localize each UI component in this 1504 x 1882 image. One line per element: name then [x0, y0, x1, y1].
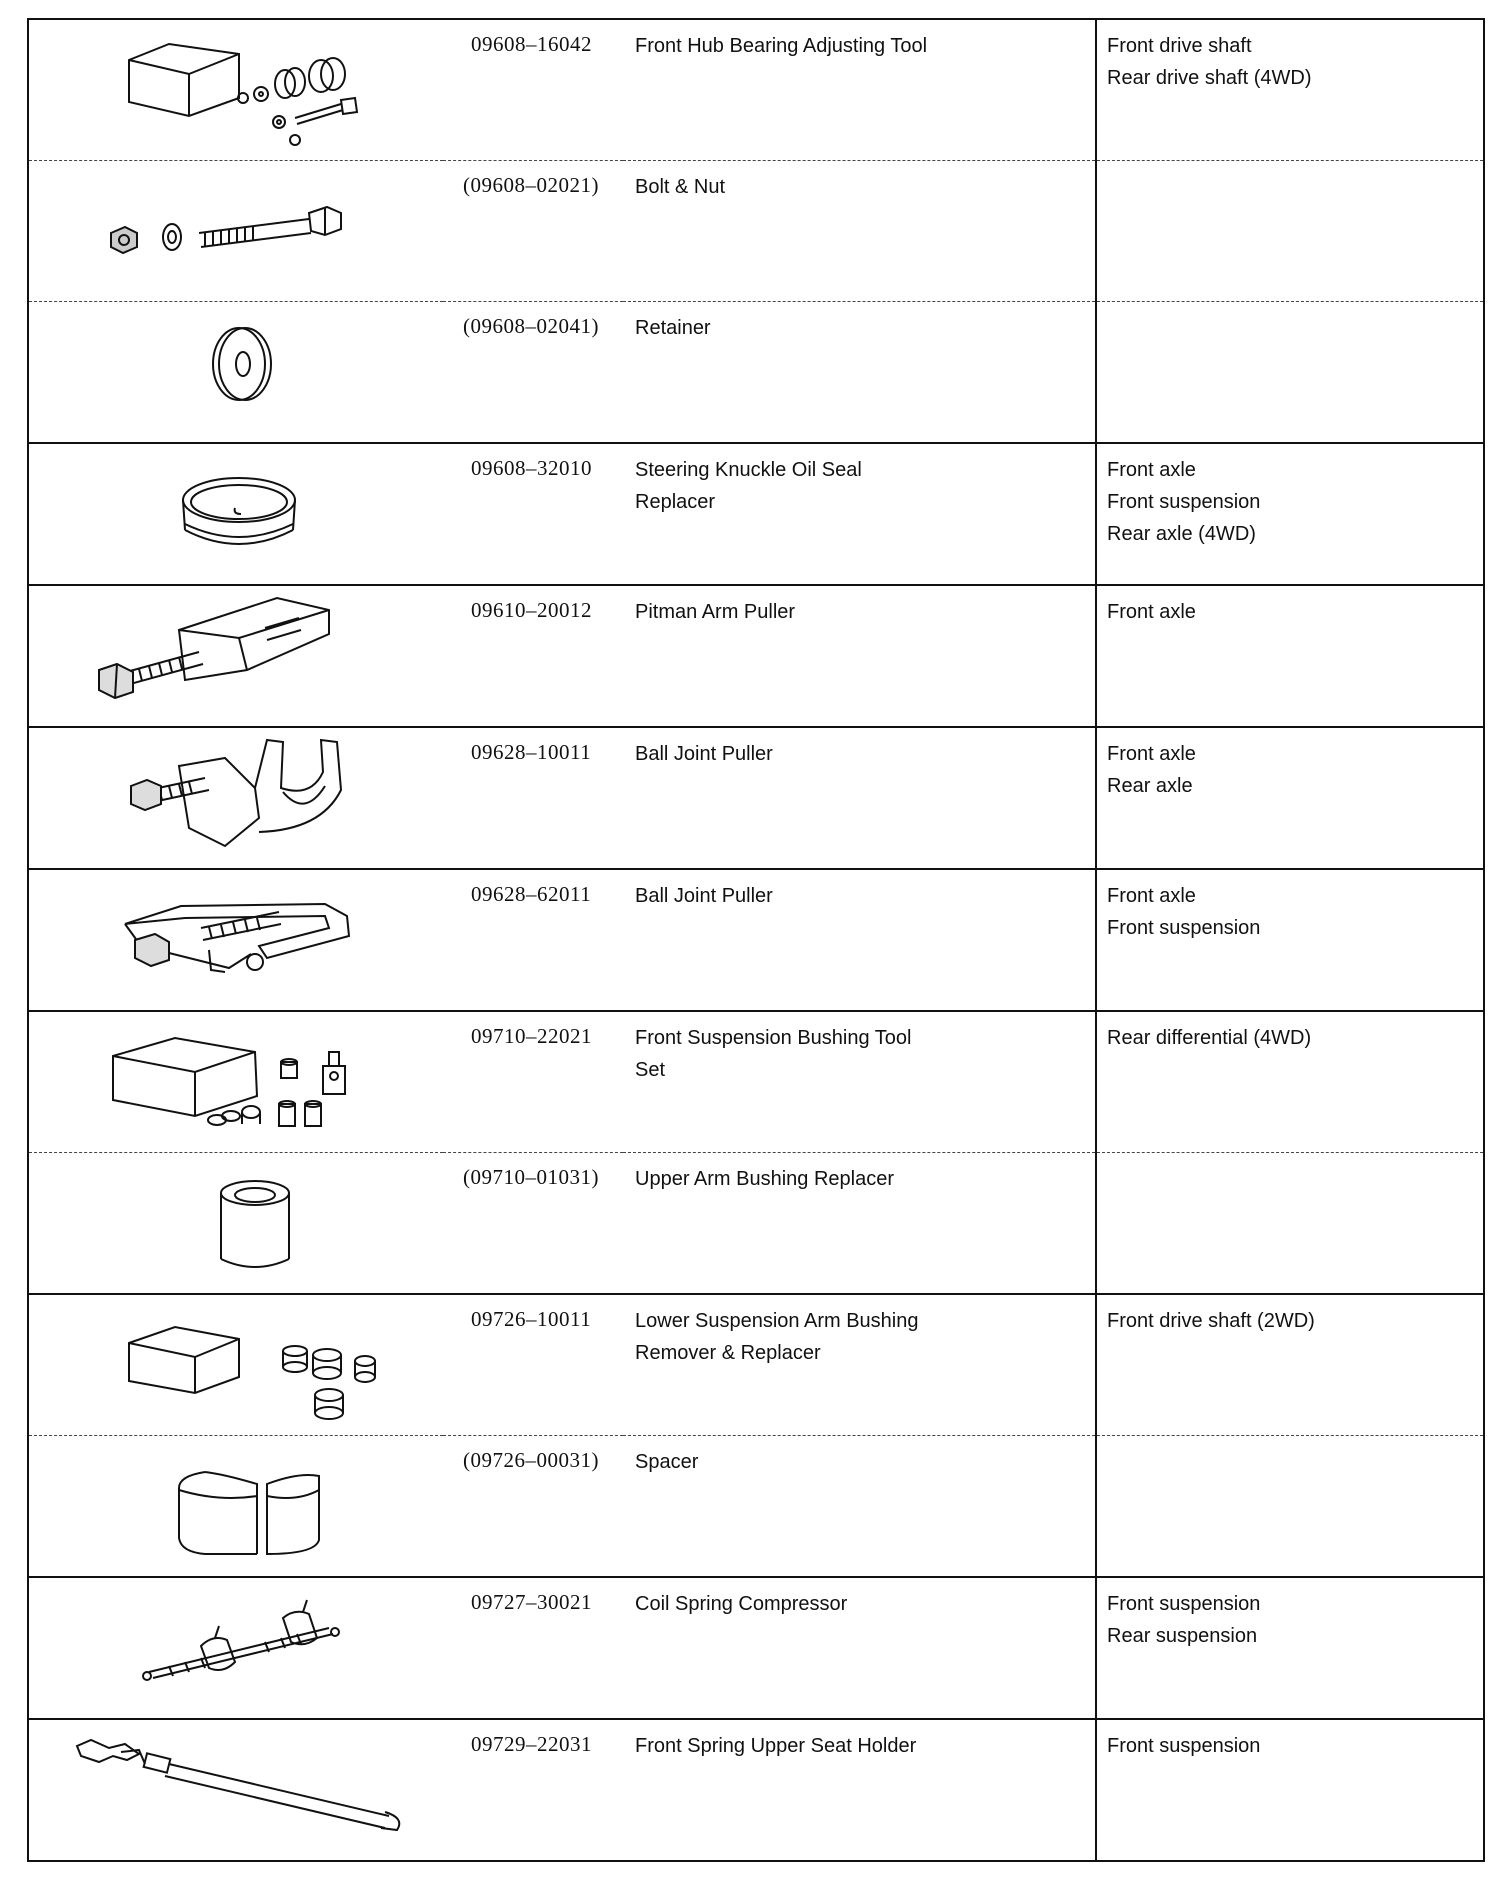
tool-name: Ball Joint Puller [635, 885, 773, 907]
usage-cell [1096, 1294, 1484, 1436]
tool-name: Upper Arm Bushing Replacer [635, 1168, 895, 1190]
table-row [28, 443, 1484, 585]
usage-list: Front drive shaft Rear drive shaft (4WD) [1107, 35, 1312, 89]
ball-joint-puller-icon [29, 728, 443, 868]
part-number: 09608–32010 [471, 456, 592, 480]
usage-cell [1096, 1436, 1484, 1578]
retainer-washer-icon [29, 302, 443, 442]
pitman-arm-puller-icon [29, 586, 443, 726]
tool-name-cell [623, 1436, 1096, 1578]
usage-cell [1096, 869, 1484, 1011]
table-row [28, 302, 1484, 444]
part-number: (09710–01031) [463, 1165, 599, 1189]
part-number: 09628–10011 [471, 740, 592, 764]
usage-cell [1096, 1719, 1484, 1861]
ball-joint-puller-2-icon [29, 870, 443, 1010]
table-row [28, 727, 1484, 869]
table-row [28, 161, 1484, 302]
tool-name: Pitman Arm Puller [635, 601, 796, 623]
part-number-cell [443, 19, 623, 161]
usage-cell [1096, 443, 1484, 585]
tool-name: Coil Spring Compressor [635, 1593, 848, 1615]
tool-illustration-cell [28, 1719, 443, 1861]
table-row [28, 1153, 1484, 1295]
tool-illustration-cell [28, 161, 443, 302]
tool-name: Steering Knuckle Oil Seal Replacer [635, 459, 862, 513]
tool-illustration-cell [28, 1294, 443, 1436]
tool-name-cell [623, 1294, 1096, 1436]
usage-cell [1096, 1011, 1484, 1153]
tool-name: Lower Suspension Arm Bushing Remover & Replacer [635, 1310, 919, 1364]
tool-illustration-cell [28, 1577, 443, 1719]
tool-name-cell [623, 1011, 1096, 1153]
part-number: 09608–16042 [471, 32, 592, 56]
usage-list: Front axle [1107, 601, 1196, 623]
part-number-cell [443, 585, 623, 727]
tool-name: Front Suspension Bushing Tool Set [635, 1027, 912, 1081]
tool-name: Bolt & Nut [635, 176, 726, 198]
table-row [28, 1436, 1484, 1578]
tool-illustration-cell [28, 1153, 443, 1295]
tool-name: Spacer [635, 1451, 699, 1473]
tool-name-cell [623, 443, 1096, 585]
tool-name: Front Spring Upper Seat Holder [635, 1735, 917, 1757]
table-row [28, 19, 1484, 161]
tool-illustration-cell [28, 585, 443, 727]
usage-list: Front suspension [1107, 1735, 1261, 1757]
usage-list [1097, 1153, 1483, 1163]
table-row [28, 1294, 1484, 1436]
part-number: 09628–62011 [471, 882, 592, 906]
spacer-halves-icon [29, 1436, 443, 1576]
table-row [28, 1011, 1484, 1153]
part-number-cell [443, 869, 623, 1011]
tool-name-cell [623, 1719, 1096, 1861]
tool-name: Front Hub Bearing Adjusting Tool [635, 35, 928, 57]
part-number: 09610–20012 [471, 598, 592, 622]
part-number: 09729–22031 [471, 1732, 592, 1756]
part-number-cell [443, 1153, 623, 1295]
usage-list [1097, 1436, 1483, 1446]
tool-name-cell [623, 161, 1096, 302]
part-number-cell [443, 1294, 623, 1436]
bushing-replacer-cup-icon [29, 1153, 443, 1293]
part-number-cell [443, 443, 623, 585]
part-number-cell [443, 1436, 623, 1578]
hub-bearing-tool-set-icon [29, 20, 443, 160]
tool-illustration-cell [28, 1011, 443, 1153]
tool-name-cell [623, 869, 1096, 1011]
usage-list: Rear differential (4WD) [1107, 1027, 1312, 1049]
tool-illustration-cell [28, 443, 443, 585]
tool-name-cell [623, 727, 1096, 869]
usage-cell [1096, 585, 1484, 727]
tool-illustration-cell [28, 869, 443, 1011]
part-number: 09727–30021 [471, 1590, 592, 1614]
usage-cell [1096, 1577, 1484, 1719]
usage-cell [1096, 302, 1484, 444]
part-number-cell [443, 161, 623, 302]
part-number-cell [443, 1577, 623, 1719]
coil-spring-compressor-icon [29, 1578, 443, 1718]
arm-bushing-set-icon [29, 1295, 443, 1435]
usage-list: Front axle Rear axle [1107, 743, 1196, 797]
usage-list: Front axle Front suspension [1107, 885, 1261, 939]
table-row [28, 1719, 1484, 1861]
usage-cell [1096, 727, 1484, 869]
tool-name-cell [623, 1577, 1096, 1719]
usage-cell [1096, 161, 1484, 302]
tool-illustration-cell [28, 302, 443, 444]
table-row [28, 869, 1484, 1011]
tool-name-cell [623, 585, 1096, 727]
part-number: (09726–00031) [463, 1448, 599, 1472]
tool-name-cell [623, 302, 1096, 444]
part-number-cell [443, 1719, 623, 1861]
usage-list: Front axle Front suspension Rear axle (4WD) [1107, 459, 1261, 545]
part-number-cell [443, 1011, 623, 1153]
usage-cell [1096, 19, 1484, 161]
bolt-nut-icon [29, 161, 443, 301]
tool-illustration-cell [28, 727, 443, 869]
tool-name-cell [623, 1153, 1096, 1295]
usage-list [1097, 302, 1483, 312]
oil-seal-replacer-icon [29, 444, 443, 584]
usage-list: Front drive shaft (2WD) [1107, 1310, 1315, 1332]
usage-list [1097, 161, 1483, 171]
table-row [28, 1577, 1484, 1719]
bushing-tool-set-icon [29, 1012, 443, 1152]
special-tools-table [27, 18, 1485, 1862]
part-number: 09710–22021 [471, 1024, 592, 1048]
usage-cell [1096, 1153, 1484, 1295]
part-number: (09608–02021) [463, 173, 599, 197]
tool-name-cell [623, 19, 1096, 161]
part-number: 09726–10011 [471, 1307, 592, 1331]
part-number-cell [443, 302, 623, 444]
seat-holder-bar-icon [29, 1720, 443, 1860]
part-number: (09608–02041) [463, 314, 599, 338]
tool-illustration-cell [28, 1436, 443, 1578]
tool-illustration-cell [28, 19, 443, 161]
usage-list: Front suspension Rear suspension [1107, 1593, 1261, 1647]
part-number-cell [443, 727, 623, 869]
table-row [28, 585, 1484, 727]
tool-name: Retainer [635, 317, 711, 339]
tool-name: Ball Joint Puller [635, 743, 773, 765]
